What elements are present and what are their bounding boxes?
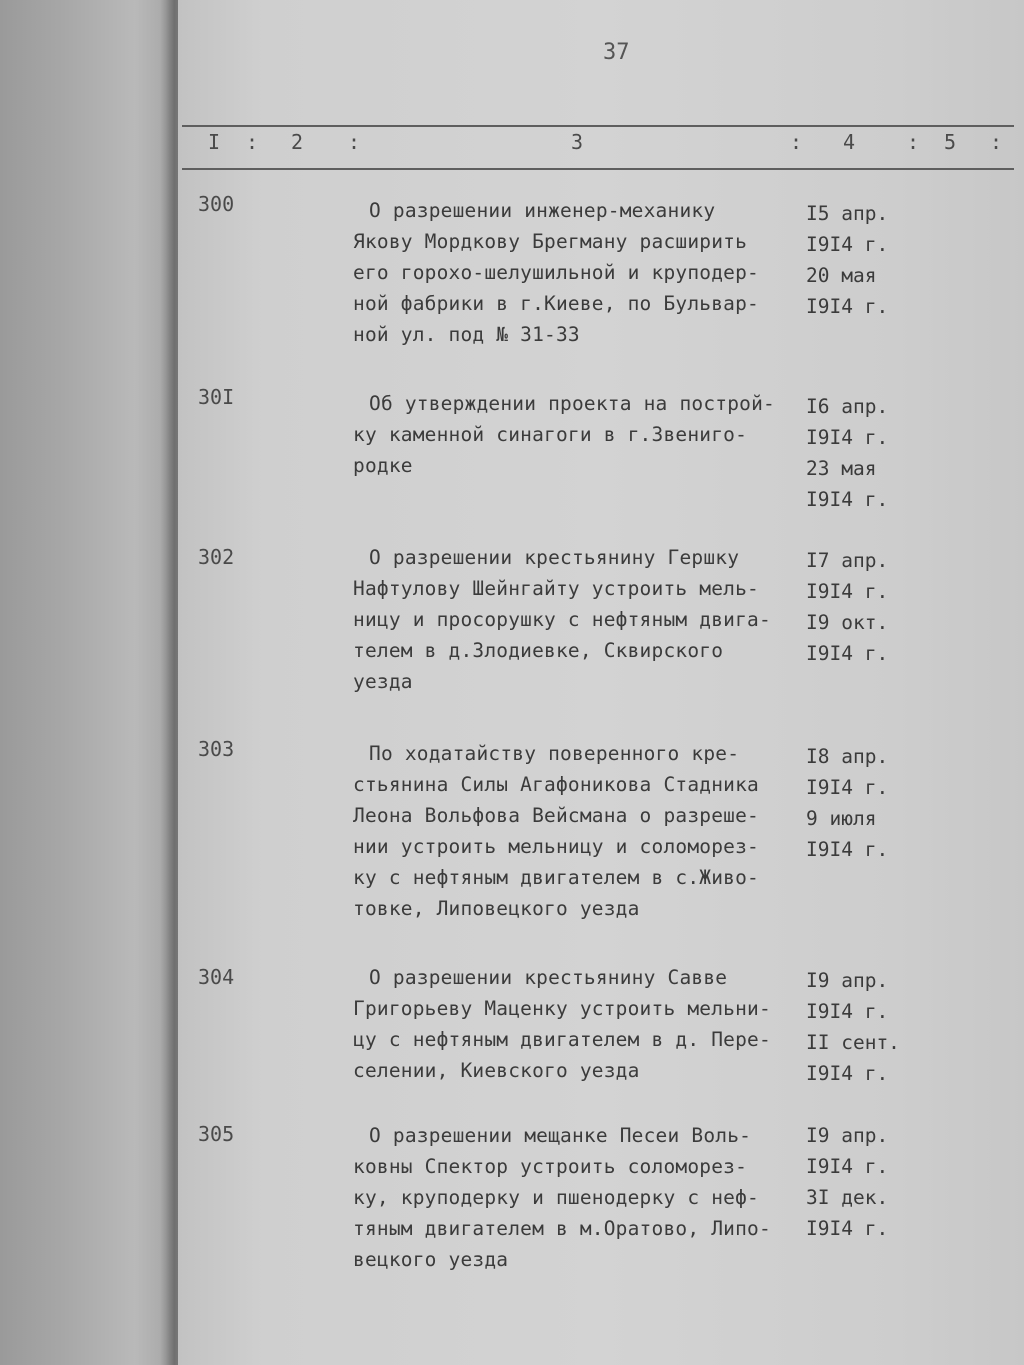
entry-dates — [806, 198, 926, 322]
entry-description — [353, 542, 803, 697]
end-date: 20 мая — [806, 264, 877, 287]
column-separator: : — [246, 130, 259, 154]
entry-description — [353, 195, 803, 350]
end-year: I9I4 г. — [806, 1062, 889, 1085]
end-date: II сент. — [806, 1031, 900, 1054]
entry-text-line: Леона Вольфова Вейсмана о разреше- — [353, 804, 759, 827]
entry-text-line: ницу и просорушку с нефтяным двига- — [353, 608, 771, 631]
column-separator: : — [907, 130, 920, 154]
start-year: I9I4 г. — [806, 580, 889, 603]
entry-text-line: О разрешении крестьянину Савве — [369, 966, 728, 989]
start-date: I8 апр. — [806, 745, 889, 768]
header-top-rule — [182, 125, 1014, 127]
header-bottom-rule — [182, 168, 1014, 170]
column-header-2: 2 — [291, 130, 304, 154]
entry-text-line: О разрешении мещанке Песеи Воль- — [369, 1124, 752, 1147]
entry-dates — [806, 545, 926, 669]
entry-text-line: Нафтулову Шейнгайту устроить мель- — [353, 577, 759, 600]
entry-text-line: О разрешении инженер-механику — [369, 199, 716, 222]
entry-text-line: цу с нефтяным двигателем в д. Пере- — [353, 1028, 771, 1051]
entry-text-line: телем в д.Злодиевке, Сквирского — [353, 639, 724, 662]
column-header-5: 5 — [944, 130, 957, 154]
entry-text-line: вецкого уезда — [353, 1248, 509, 1271]
entry-text-line: ной фабрики в г.Киеве, по Бульвар- — [353, 292, 759, 315]
column-separator: : — [348, 130, 361, 154]
entry-text-line: нии устроить мельницу и соломорез- — [353, 835, 759, 858]
entry-text-line: О разрешении крестьянину Гершку — [369, 546, 740, 569]
entry-text-line: его горохо-шелушильной и круподер- — [353, 261, 759, 284]
entry-text-line: Григорьеву Маценку устроить мельни- — [353, 997, 771, 1020]
end-date: 9 июля — [806, 807, 877, 830]
end-date: 23 мая — [806, 457, 877, 480]
entry-text-line: По ходатайству поверенного кре- — [369, 742, 740, 765]
entry-description — [353, 388, 803, 481]
entry-number: 302 — [198, 545, 235, 569]
entry-text-line: уезда — [353, 670, 413, 693]
end-date: 3I дек. — [806, 1186, 889, 1209]
entry-number: 305 — [198, 1122, 235, 1146]
entry-text-line: ку с нефтяным двигателем в с.Живо- — [353, 866, 759, 889]
end-year: I9I4 г. — [806, 838, 889, 861]
start-year: I9I4 г. — [806, 1155, 889, 1178]
entry-dates — [806, 391, 926, 515]
entry-text-line: селении, Киевского уезда — [353, 1059, 640, 1082]
entry-text-line: ной ул. под № 31-33 — [353, 323, 580, 346]
start-date: I7 апр. — [806, 549, 889, 572]
page-number: 37 — [603, 40, 630, 65]
start-year: I9I4 г. — [806, 776, 889, 799]
start-year: I9I4 г. — [806, 1000, 889, 1023]
end-year: I9I4 г. — [806, 295, 889, 318]
entry-text-line: стьянина Силы Агафоникова Стадника — [353, 773, 759, 796]
column-header-3: 3 — [571, 130, 584, 154]
start-date: I9 апр. — [806, 1124, 889, 1147]
entry-description — [353, 738, 803, 924]
entry-text-line: товке, Липовецкого уезда — [353, 897, 640, 920]
entry-text-line: ку каменной синагоги в г.Звениго- — [353, 423, 748, 446]
end-year: I9I4 г. — [806, 1217, 889, 1240]
column-header-4: 4 — [843, 130, 856, 154]
entry-number: 303 — [198, 737, 235, 761]
end-year: I9I4 г. — [806, 488, 889, 511]
entry-text-line: ковны Спектор устроить соломорез- — [353, 1155, 748, 1178]
start-year: I9I4 г. — [806, 426, 889, 449]
facing-page — [0, 0, 180, 1365]
entry-number: 304 — [198, 965, 235, 989]
entry-text-line: тяным двигателем в м.Оратово, Липо- — [353, 1217, 771, 1240]
entry-text-line: Якову Мордкову Брегману расширить — [353, 230, 748, 253]
entry-dates — [806, 965, 926, 1089]
start-date: I6 апр. — [806, 395, 889, 418]
entry-dates — [806, 741, 926, 865]
start-date: I5 апр. — [806, 202, 889, 225]
end-date: I9 окт. — [806, 611, 889, 634]
column-separator: : — [790, 130, 803, 154]
start-year: I9I4 г. — [806, 233, 889, 256]
entry-text-line: ку, круподерку и пшенодерку с неф- — [353, 1186, 759, 1209]
entry-number: 30I — [198, 385, 235, 409]
column-separator: : — [990, 130, 1003, 154]
start-date: I9 апр. — [806, 969, 889, 992]
entry-number: 300 — [198, 192, 235, 216]
entry-description — [353, 962, 803, 1086]
end-year: I9I4 г. — [806, 642, 889, 665]
entry-text-line: родке — [353, 454, 413, 477]
entry-text-line: Об утверждении проекта на построй- — [369, 392, 775, 415]
entry-description — [353, 1120, 803, 1275]
entry-dates — [806, 1120, 926, 1244]
column-header-1: I — [208, 130, 221, 154]
